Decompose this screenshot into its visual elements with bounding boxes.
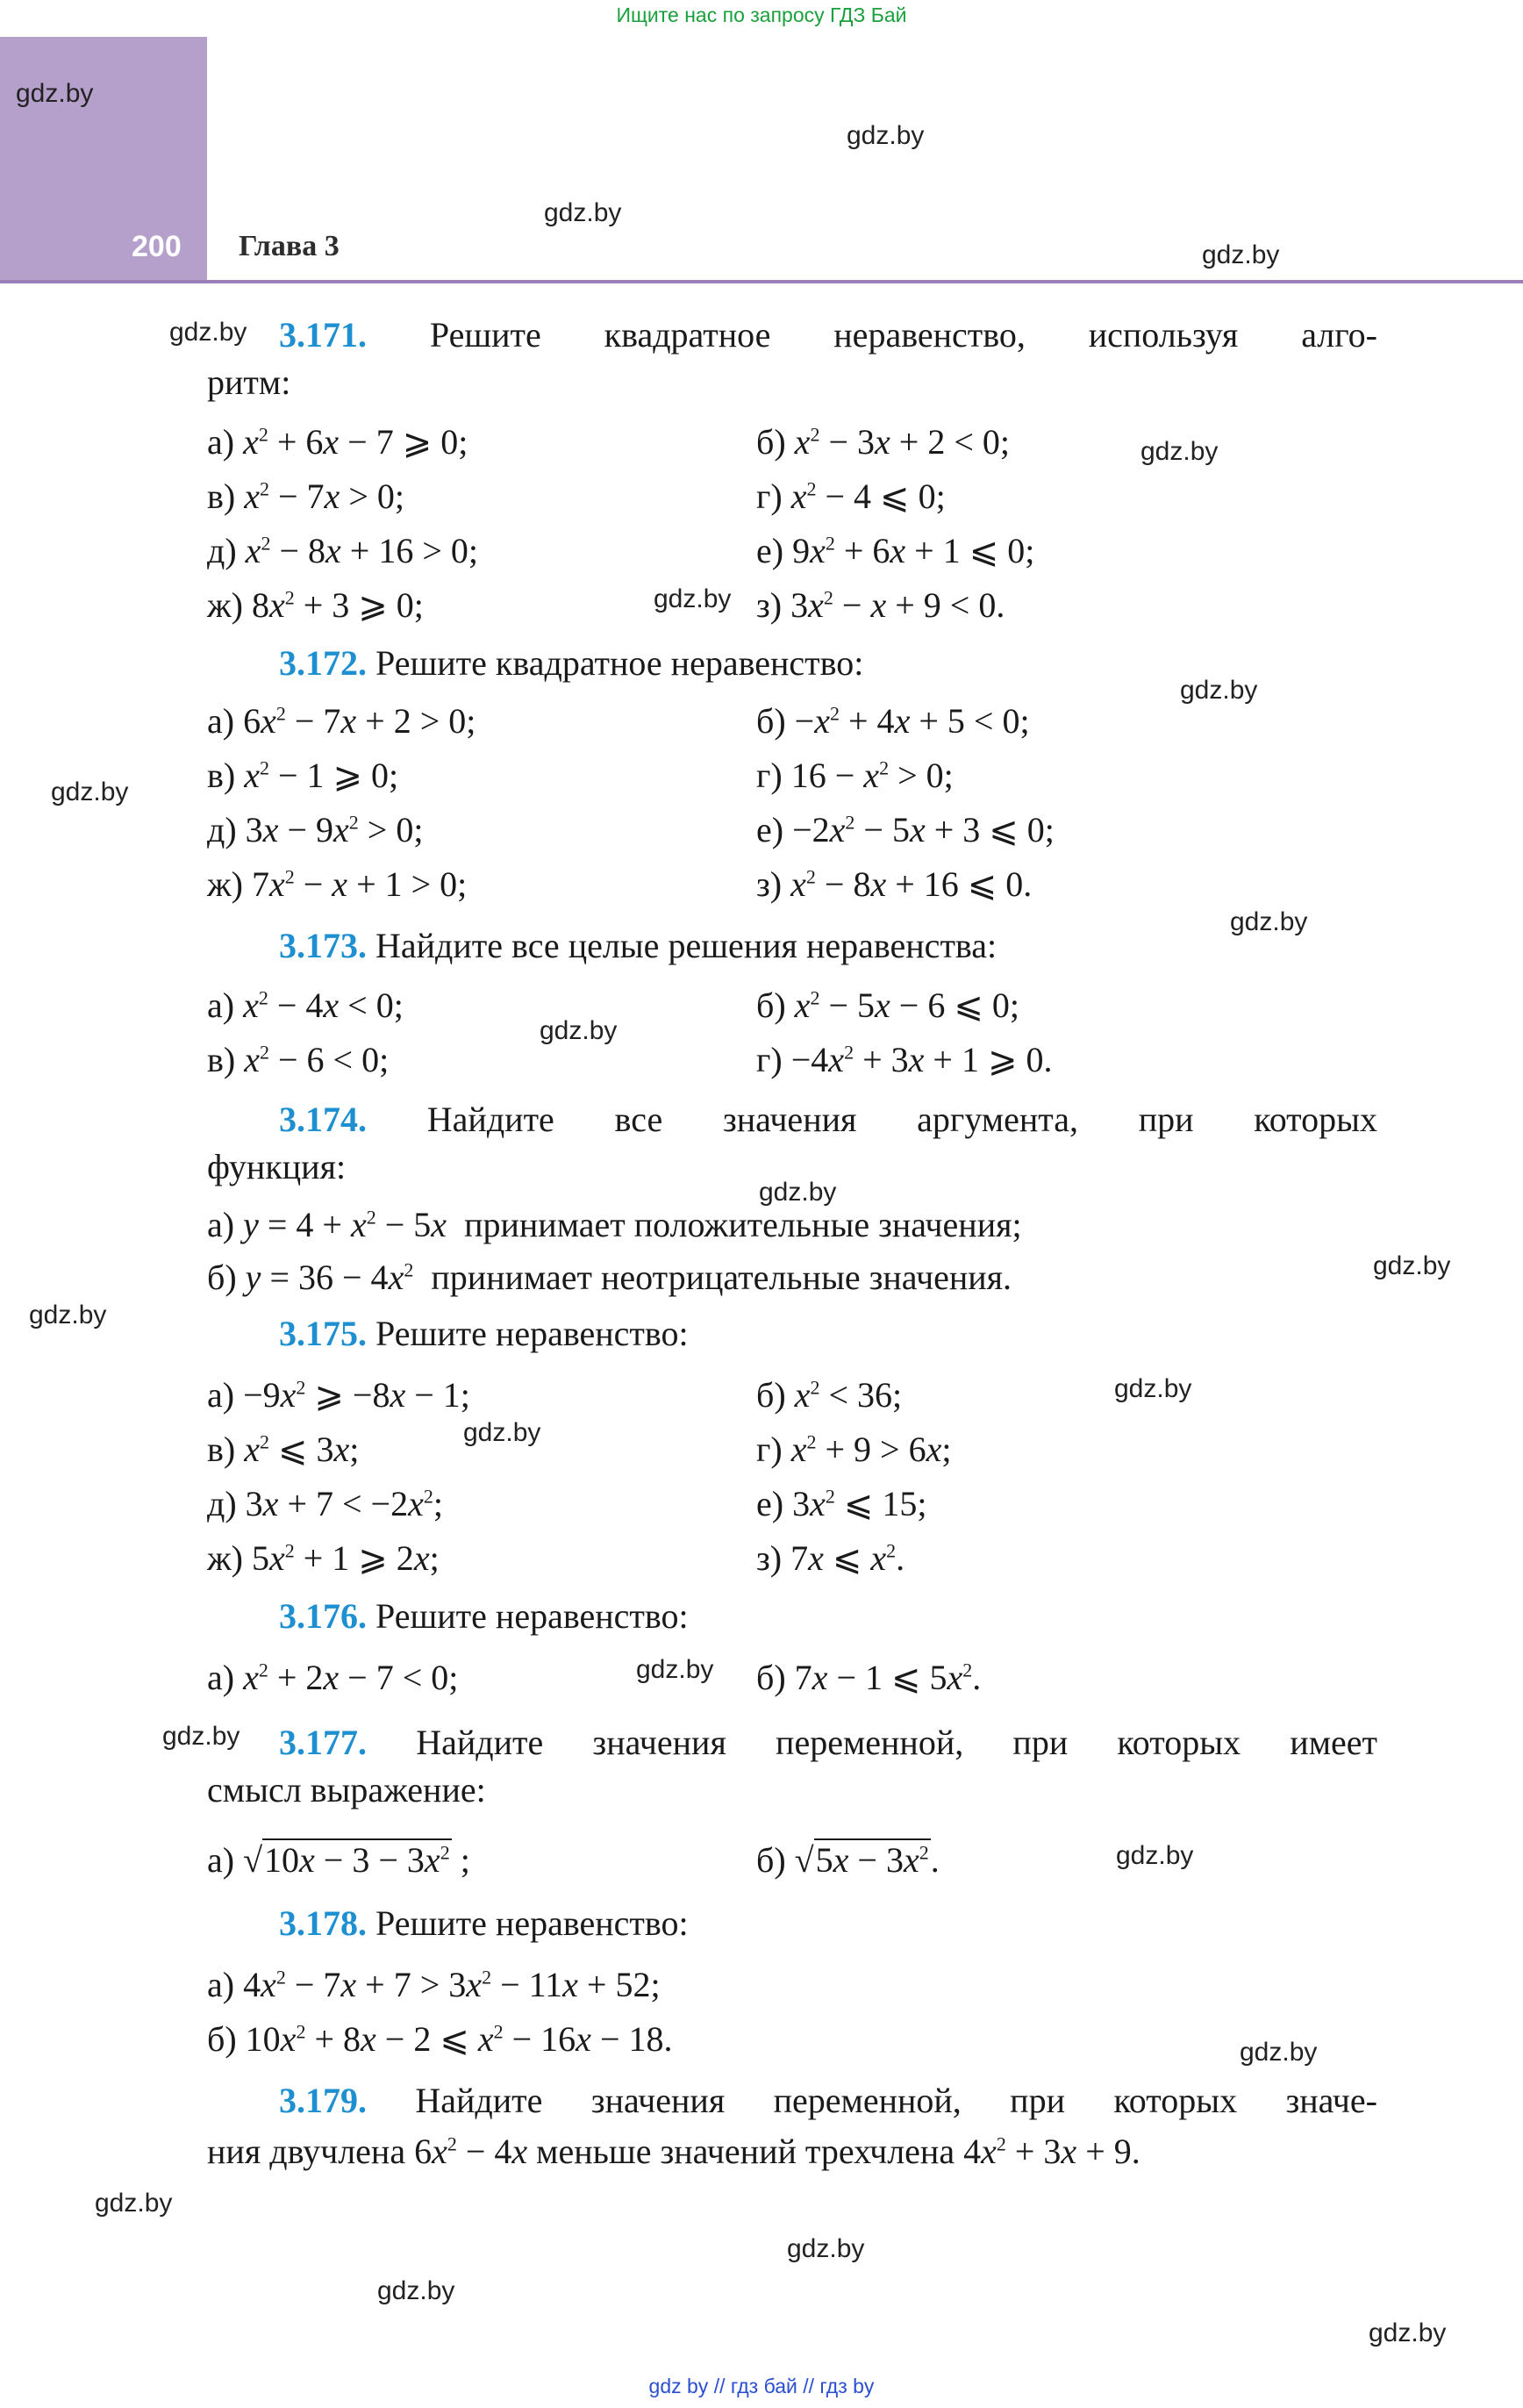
problem-3-171-heading: 3.171. Решите квадратное неравенство, используя алго- xyxy=(279,315,1377,355)
watermark: gdz.by xyxy=(847,121,925,150)
item-z: з) $3x^2 - x + 9 < 0$. xyxy=(756,585,1005,625)
watermark: gdz.by xyxy=(1230,907,1308,936)
item-e: е) $9x^2 + 6x + 1$ ⩽ 0; xyxy=(756,531,1035,570)
watermark: gdz.by xyxy=(16,79,94,108)
item-b: б) $√5x - 3x^2$. xyxy=(756,1840,940,1880)
watermark: gdz.by xyxy=(544,198,622,227)
chapter-title: Глава 3 xyxy=(239,230,340,262)
watermark: gdz.by xyxy=(636,1655,714,1684)
problem-3-177-heading-cont: смысл выражение: xyxy=(207,1770,486,1810)
item-d: д) $3x + 7 < -2x^2$; xyxy=(207,1484,444,1523)
problem-3-177-heading: 3.177. Найдите значения переменной, при которых имеет xyxy=(279,1723,1378,1762)
item-v: в) $x^2 - 1$ ⩾ 0; xyxy=(207,756,399,795)
item-a: а) $x^2 - 4x < 0$; xyxy=(207,985,404,1025)
watermark: gdz.by xyxy=(1369,2318,1447,2347)
watermark: gdz.by xyxy=(162,1722,240,1751)
watermark: gdz.by xyxy=(540,1016,618,1045)
watermark: gdz.by xyxy=(1373,1251,1451,1280)
item-b: б) $y = 36 - 4x^2$ принимает неотрицательные значения. xyxy=(207,1258,1012,1297)
problem-3-174-heading-cont: функция: xyxy=(207,1147,347,1186)
item-a: а) $x^2 + 6x - 7$ ⩾ 0; xyxy=(207,422,468,462)
problem-3-175-heading: 3.175. Решите неравенство: xyxy=(279,1314,689,1353)
item-a: а) $y = 4 + x^2 - 5x$ принимает положительные значения; xyxy=(207,1205,1022,1244)
problem-3-176-heading: 3.176. Решите неравенство: xyxy=(279,1596,689,1636)
item-e: $е) -2x^2 - 5x + 3$ ⩽ 0; xyxy=(756,810,1055,849)
item-a: $а) -9x^2$ ⩾ −8x − 1; xyxy=(207,1375,470,1415)
watermark: gdz.by xyxy=(654,584,732,613)
item-v: в) $x^2$ ⩽ 3x; xyxy=(207,1430,360,1469)
item-g: г) $x^2 - 4$ ⩽ 0; xyxy=(756,477,946,516)
item-a: а) $6x^2 - 7x + 2 > 0$; xyxy=(207,701,476,741)
top-banner: Ищите нас по запросу ГДЗ Бай xyxy=(616,4,907,26)
item-b: б) $x^2 < 36$; xyxy=(756,1375,903,1415)
problem-3-172-heading: 3.172. Решите квадратное неравенство: xyxy=(279,643,864,683)
item-v: в) $x^2 - 6 < 0$; xyxy=(207,1040,390,1079)
problem-3-179-heading: 3.179. Найдите значения переменной, при которых значе- xyxy=(279,2081,1377,2120)
watermark: gdz.by xyxy=(377,2276,455,2305)
item-a: а) $4x^2 - 7x + 7 > 3x^2 - 11x + 52$; xyxy=(207,1965,661,2004)
problem-3-174-heading: 3.174. Найдите все значения аргумента, при которых xyxy=(279,1100,1378,1139)
item-z: з) $x^2 - 8x + 16$ ⩽ 0. xyxy=(756,864,1033,904)
watermark: gdz.by xyxy=(1114,1374,1192,1403)
problem-3-171-heading-cont: ритм: xyxy=(207,362,291,402)
header-divider xyxy=(0,280,1523,283)
item-e: е) $3x^2$ ⩽ 15; xyxy=(756,1484,927,1523)
problem-3-178-heading: 3.178. Решите неравенство: xyxy=(279,1903,689,1943)
watermark: gdz.by xyxy=(1202,240,1280,269)
item-g: г) $16 - x^2 > 0$; xyxy=(756,756,954,795)
watermark: gdz.by xyxy=(1140,437,1219,466)
item-g: г) $x^2 + 9 > 6x$; xyxy=(756,1430,952,1469)
item-b: $б) -x^2 + 4x + 5 < 0$; xyxy=(756,701,1030,741)
watermark: gdz.by xyxy=(759,1178,837,1207)
watermark: gdz.by xyxy=(463,1418,541,1447)
problem-3-179-heading-cont: ния двучлена $6x^2 - 4x$ меньше значений трехчлена $4x^2 + 3x + 9$. xyxy=(207,2132,1140,2171)
item-b: б) $10x^2 + 8x - 2$ ⩽ $x^2 - 16x - 18$. xyxy=(207,2019,673,2059)
item-b: б) $x^2 - 3x + 2 < 0$; xyxy=(756,422,1010,462)
item-g: $г) -4x^2 + 3x + 1$ ⩾ 0. xyxy=(756,1040,1053,1079)
item-zh: ж) $7x^2 - x + 1 > 0$; xyxy=(207,864,468,904)
item-a: а) $√10x - 3 - 3x^2$ ; xyxy=(207,1840,470,1880)
item-zh: ж) $8x^2 + 3$ ⩾ 0; xyxy=(207,585,424,625)
watermark: gdz.by xyxy=(169,318,247,347)
footer-links[interactable]: gdz by // гдз бай // гдз by xyxy=(648,2375,875,2397)
watermark: gdz.by xyxy=(1240,2038,1318,2067)
item-d: д) $x^2 - 8x + 16 > 0$; xyxy=(207,531,478,570)
watermark: gdz.by xyxy=(29,1301,107,1329)
item-v: в) $x^2 - 7x > 0$; xyxy=(207,477,404,516)
page-number: 200 xyxy=(132,230,182,263)
watermark: gdz.by xyxy=(1180,676,1258,705)
watermark: gdz.by xyxy=(51,778,129,806)
problem-3-173-heading: 3.173. Найдите все целые решения неравенства: xyxy=(279,926,997,965)
watermark: gdz.by xyxy=(1116,1841,1194,1870)
watermark: gdz.by xyxy=(95,2189,173,2218)
item-a: а) $x^2 + 2x - 7 < 0$; xyxy=(207,1658,459,1697)
item-b: б) 7x − 1 ⩽ $5x^2$. xyxy=(756,1658,982,1697)
item-d: д) $3x - 9x^2 > 0$; xyxy=(207,810,424,849)
item-b: б) $x^2 - 5x - 6$ ⩽ 0; xyxy=(756,985,1019,1025)
item-zh: ж) $5x^2 + 1$ ⩾ 2x; xyxy=(207,1538,440,1578)
watermark: gdz.by xyxy=(787,2234,865,2263)
item-z: з) 7x ⩽ $x^2$. xyxy=(756,1538,905,1578)
